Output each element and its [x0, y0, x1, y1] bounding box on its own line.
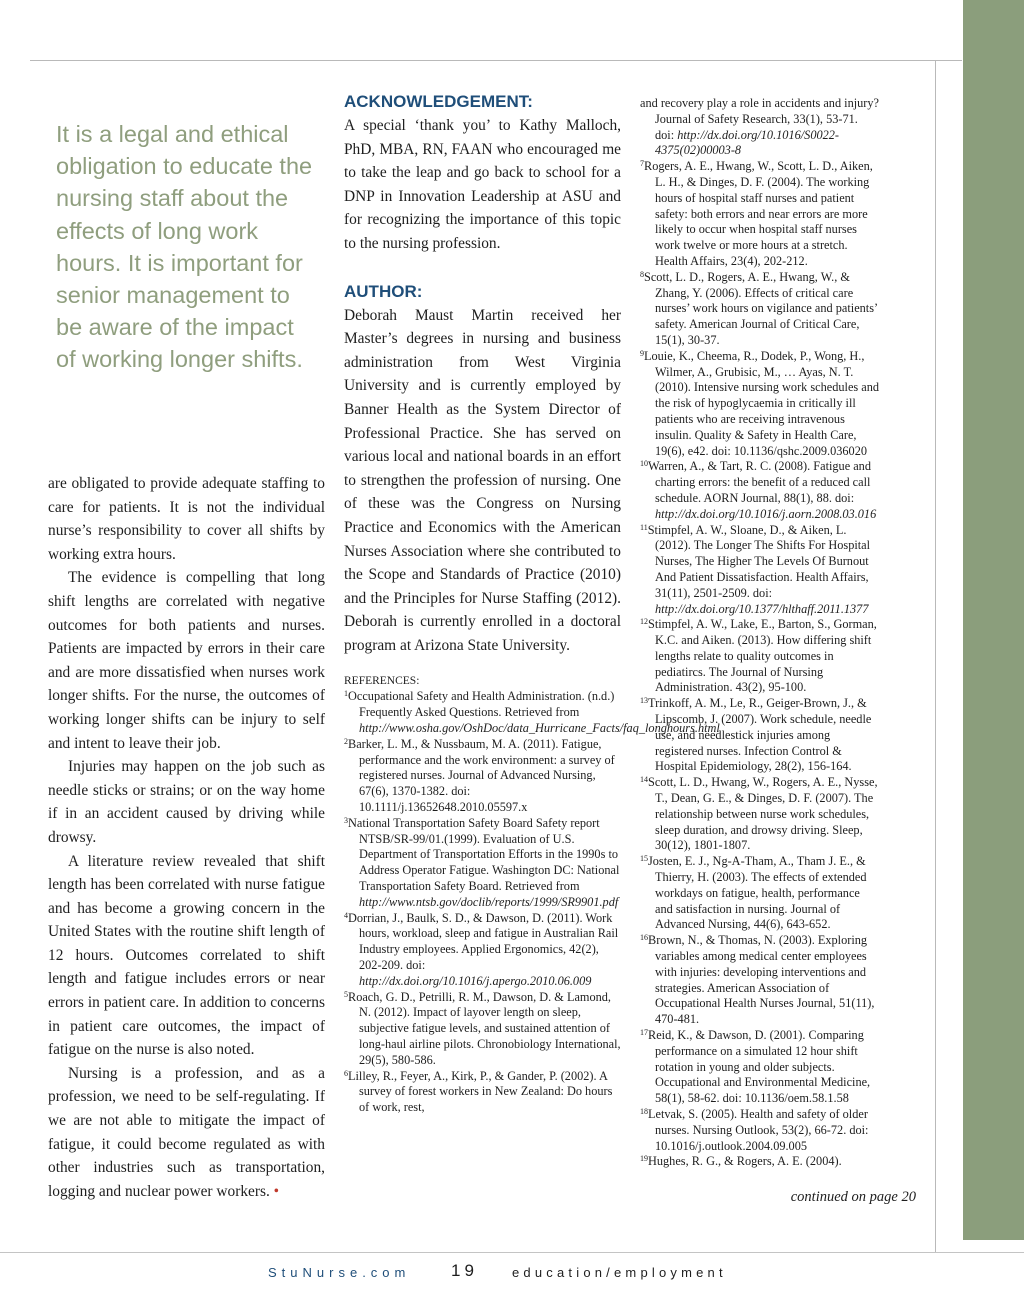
- reference-link[interactable]: http://dx.doi.org/10.1016/S0022-4375(02)00003-8: [655, 127, 840, 158]
- reference-text: Hughes, R. G., & Rogers, A. E. (2004).: [648, 1154, 842, 1169]
- page-footer: [0, 1261, 1024, 1287]
- reference-number: 17: [640, 1028, 648, 1038]
- reference-item: [640, 696, 880, 775]
- reference-number: 18: [640, 1107, 648, 1116]
- reference-text: Dorrian, J., Baulk, S. D., & Dawson, D. (2011). Work hours, workload, sleep and fatigue in Australian Rail Industry employees. Applied Ergonomics, 42(2), 202-209. doi:: [348, 910, 619, 973]
- paragraph: Injuries may happen on the job such as needle sticks or strains; or on the way home if in an accident caused by driving while drowsy.: [48, 758, 325, 846]
- paragraph-text: Nursing is a profession, and as a profession, we need to be self-regulating. If we are not able to mitigate the impact of fatigue, it could become regulated as with other industries such as transportation, logging and nuclear power workers.: [48, 1064, 325, 1200]
- reference-text: Rogers, A. E., Hwang, W., Scott, L. D., Aiken, L. H., & Dinges, D. F. (2004). The working hours of hospital staff nurses and patient safety: both errors and near errors are more likely to occur when hospital staff nurses work twelve or more hours at a stretch. Health Affairs, 23(4), 202-212.: [644, 159, 873, 268]
- reference-item: [640, 933, 880, 1028]
- reference-text: Barker, L. M., & Nussbaum, M. A. (2011). Fatigue, performance and the work environment: a survey of registered nurses. Journal of Advanced Nursing, 67(6), 1370-1382. doi: 10.1111/j.13652648.2010.05597.x: [348, 736, 615, 815]
- reference-number: 5: [344, 989, 348, 999]
- reference-link[interactable]: http://dx.doi.org/10.1016/j.apergo.2010.06.009: [359, 973, 592, 988]
- reference-text: Occupational Safety and Health Administration. (n.d.) Frequently Asked Questions. Retrieved from: [348, 689, 615, 720]
- reference-number: 12: [640, 617, 648, 627]
- paragraph: [48, 1062, 325, 1204]
- reference-link[interactable]: http://www.ntsb.gov/doclib/reports/1999/SR9901.pdf: [359, 894, 619, 909]
- reference-text: Letvak, S. (2005). Health and safety of older nurses. Nursing Outlook, 53(2), 66-72. doi: 10.1016/j.outlook.2004.09.005: [648, 1107, 869, 1153]
- reference-continued: [640, 96, 880, 159]
- article-column-1: [48, 472, 325, 1203]
- reference-item: [640, 775, 880, 854]
- reference-item: [344, 737, 621, 816]
- reference-text: Scott, L. D., Rogers, A. E., Hwang, W., & Zhang, Y. (2006). Effects of critical care nurses’ work hours on vigilance and patients’ safety. American Journal of Critical Care, 15(1), 30-37.: [644, 269, 878, 347]
- reference-text: Reid, K., & Dawson, D. (2001). Comparing performance on a simulated 12 hour shift rotation in young and older subjects. Occupational and Environmental Medicine, 58(1), 58-62. doi: 10.1136/oem.58.1.58: [648, 1028, 871, 1106]
- reference-number: 2: [344, 736, 348, 746]
- reference-number: 14: [640, 775, 648, 785]
- page-number: 19: [451, 1261, 478, 1280]
- end-mark: •: [273, 1182, 280, 1200]
- reference-item: [344, 816, 621, 911]
- reference-number: 6: [344, 1068, 348, 1078]
- reference-item: [344, 990, 621, 1069]
- reference-text: Josten, E. J., Ng-A-Tham, A., Tham J. E., & Thierry, H. (2003). The effects of extended workdays on fatigue, health, performance and satisfaction in nursing. Journal of Advanced Nursing, 44(6), 643-652.: [648, 854, 867, 932]
- reference-text: Brown, N., & Thomas, N. (2003). Exploring variables among medical center employees with injuries: developing interventions and strategies. American Association of Occupational Health Nurses Journal, 51(11), 470-481.: [648, 933, 875, 1027]
- column-rule: [935, 60, 936, 1252]
- reference-item: [640, 349, 880, 460]
- section-name: education/employment: [512, 1265, 727, 1280]
- reference-text: Stimpfel, A. W., Sloane, D., & Aiken, L. (2012). The Longer The Shifts For Hospital Nurses, The Higher The Levels Of Burnout And Patient Dissatisfaction. Health Affairs, 31(11), 2501-2509. doi:: [647, 522, 871, 600]
- reference-link[interactable]: http://www.osha.gov/OshDoc/data_Hurricane_Facts/faq_longhours.html: [359, 721, 720, 736]
- reference-number: 3: [344, 815, 348, 825]
- reference-number: 13: [640, 696, 648, 706]
- top-rule: [30, 60, 962, 61]
- reference-number: 8: [640, 269, 644, 279]
- reference-text: Lilley, R., Feyer, A., Kirk, P., & Gander, P. (2002). A survey of forest workers in New Zealand: Do hours of work, rest,: [348, 1068, 613, 1115]
- references-list-continued: [640, 96, 880, 1170]
- reference-text: and recovery play a role in accidents and injury? Journal of Safety Research, 33(1), 53-71. doi:: [640, 96, 880, 142]
- reference-link[interactable]: http://dx.doi.org/10.1377/hlthaff.2011.1377: [655, 601, 869, 616]
- reference-item: [640, 1107, 880, 1154]
- article-column-3: [640, 96, 880, 1170]
- reference-item: [640, 854, 880, 933]
- reference-number: 7: [640, 159, 644, 169]
- pull-quote: It is a legal and ethical obligation to educate the nursing staff about the effects of long work hours. It is important for senior management to be aware of the impact of working longer shifts.: [56, 121, 313, 373]
- reference-number: 9: [640, 348, 644, 358]
- reference-text: National Transportation Safety Board Safety report NTSB/SR-99/01.(1999). Evaluation of U.S. Department of Transportation Efforts in the 1990s to Address Operator Fatigue. Washington DC: National Transportation Safety Board. Retrieved from: [348, 815, 620, 894]
- reference-number: 15: [640, 854, 648, 864]
- reference-number: 10: [640, 459, 648, 469]
- references-label: REFERENCES:: [344, 675, 420, 688]
- reference-text: Scott, L. D., Hwang, W., Rogers, A. E., Nysse, T., Dean, G. E., & Dinges, D. F. (2007). The relationship between nurse work schedules, sleep duration, and drowsy driving. Sleep, 30(12), 1801-1807.: [648, 775, 878, 853]
- paragraph: are obligated to provide adequate staffing to care for patients. It is not the individual nurse’s responsibility to cover all shifts by working extra hours.: [48, 475, 325, 563]
- reference-item: [640, 1154, 880, 1170]
- reference-link[interactable]: http://dx.doi.org/10.1016/j.aorn.2008.03.016: [655, 506, 877, 521]
- author-heading: AUTHOR:: [344, 281, 423, 301]
- bottom-rule: [0, 1252, 1024, 1253]
- reference-number: 16: [640, 933, 648, 943]
- reference-text: Stimpfel, A. W., Lake, E., Barton, S., Gorman, K.C. and Aiken. (2013). How differing shift lengths relate to quality outcomes in pediatircs. The Journal of Nursing Administration. 43(2), 95-100.: [648, 617, 877, 695]
- paragraph: The evidence is compelling that long shift lengths are correlated with negative outcomes for both patients and nurses. Patients are impacted by errors in their care and are more dissatisfied when nurses work longer shifts. For the nurse, the outcomes of working longer shifts can be injury to self and intent to leave their job.: [48, 569, 325, 752]
- reference-item: [344, 1069, 621, 1116]
- reference-text: Warren, A., & Tart, R. C. (2008). Fatigue and charting errors: the benefit of a reduced call schedule. AORN Journal, 88(1), 88. doi:: [648, 459, 871, 505]
- reference-item: [640, 523, 880, 618]
- reference-item: [640, 459, 880, 522]
- reference-number: 1: [344, 689, 348, 699]
- reference-text: Roach, G. D., Petrilli, R. M., Dawson, D. & Lamond, N. (2012). Impact of layover length on sleep, subjective fatigue levels, and sustained attention of long-haul airline pilots. Chronobiology International, 29(5), 580-586.: [348, 989, 621, 1067]
- reference-number: 11: [640, 522, 648, 532]
- reference-text: Louie, K., Cheema, R., Dodek, P., Wong, H., Wilmer, A., Grubisic, M., … Ayas, N. T. (2010). Intensive nursing work schedules and the risk of hypoglycaemia in critically ill patients who are receiving intravenous insulin. Quality & Safety in Health Care, 19(6), e42. doi: 10.1136/qshc.2009.036020: [644, 348, 880, 458]
- reference-number: 4: [344, 910, 348, 920]
- reference-text: Trinkoff, A. M., Le, R., Geiger-Brown, J., & Lipscomb, J. (2007). Work schedule, needle use, and needlestick injuries among registered nurses. Infection Control & Hospital Epidemiology, 28(2), 156-164.: [648, 696, 872, 774]
- author-bio: Deborah Maust Martin received her Master’s degrees in nursing and business administration from West Virginia University and is currently employed by Banner Health as the System Director of Professional Practice. She has served on various local and national boards in an effort to strengthen the profession of nursing. One of these was the Congress on Nursing Practice and Economics with the American Nurses Association where she contributed to the Scope and Standards of Practice (2010) and the Principles for Nurse Staffing (2012). Deborah is currently enrolled in a doctoral program at Arizona State University.: [344, 306, 621, 654]
- acknowledgement-text: A special ‘thank you’ to Kathy Malloch, PhD, MBA, RN, FAAN who encouraged me to take the leap and go back to school for a DNP in Innovation Leadership at ASU and for recognizing the importance of this topic to the nursing profession.: [344, 117, 621, 252]
- paragraph: A literature review revealed that shift length has been correlated with nurse fatigue and has become a growing concern in the United States with the routine shift length of 12 hours. Outcomes correlated to shift length and fatigue includes errors or near errors in patient care. In addition to concerns in patient care outcomes, the impact of fatigue on the nurse is also noted.: [48, 852, 325, 1059]
- reference-item: [344, 911, 621, 990]
- acknowledgement-heading: ACKNOWLEDGEMENT:: [344, 92, 533, 111]
- reference-item: [640, 617, 880, 696]
- section-color-tab: [963, 0, 1024, 1240]
- reference-item: [640, 1028, 880, 1107]
- reference-item: [640, 270, 880, 349]
- continued-note: continued on page 20: [790, 1189, 916, 1205]
- reference-number: 19: [640, 1154, 648, 1164]
- site-name: StuNurse.com: [268, 1265, 411, 1280]
- reference-item: [640, 159, 880, 270]
